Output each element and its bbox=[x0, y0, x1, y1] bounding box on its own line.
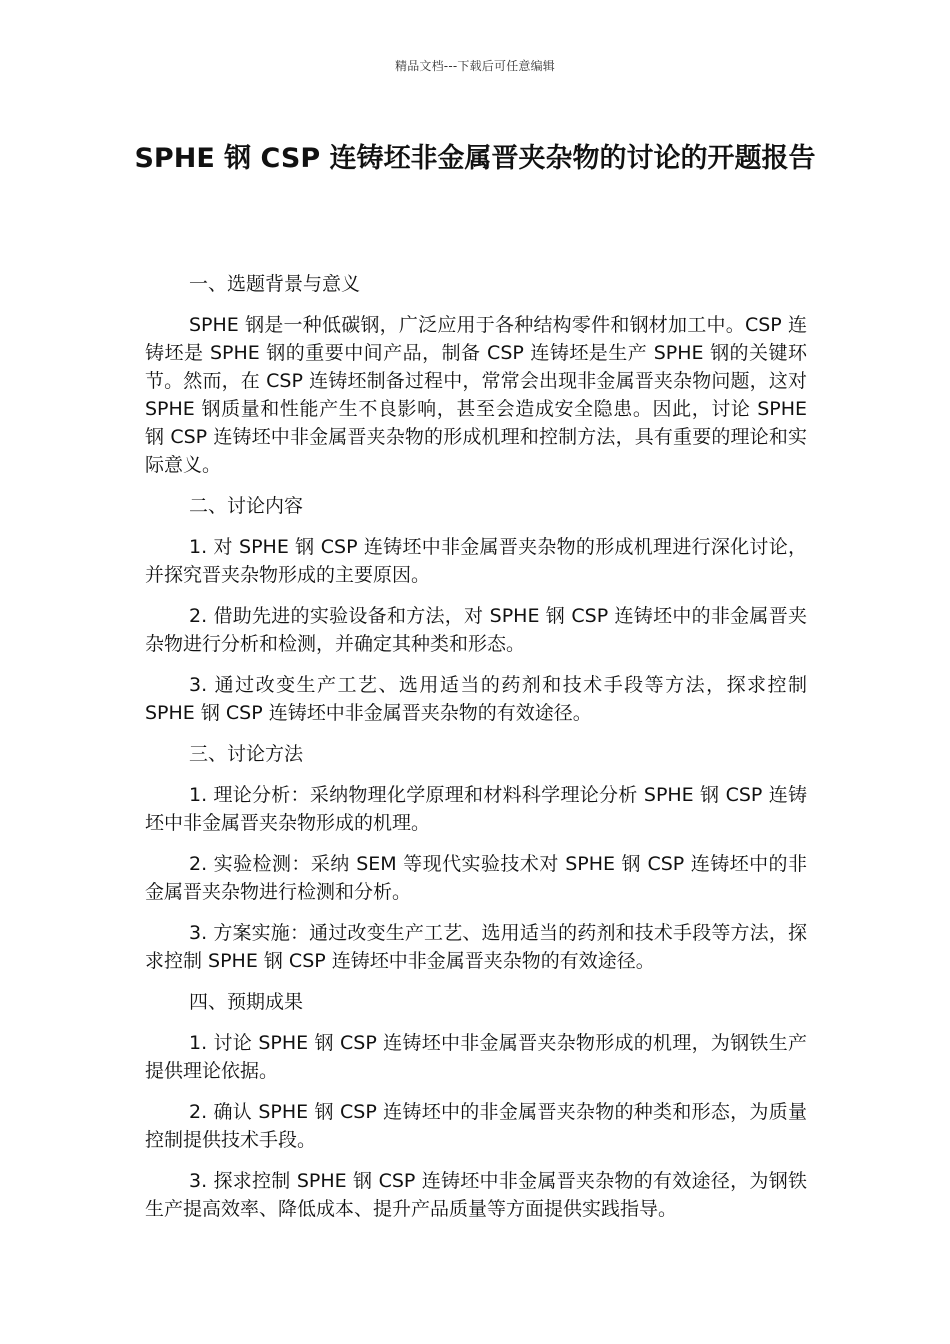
document-title: SPHE 钢 CSP 连铸坯非金属晋夹杂物的讨论的开题报告 bbox=[134, 143, 816, 174]
paragraph: 1. 讨论 SPHE 钢 CSP 连铸坯中非金属晋夹杂物形成的机理，为钢铁生产提供理论依据。 bbox=[145, 1032, 807, 1082]
paragraph: 2. 实验检测：采纳 SEM 等现代实验技术对 SPHE 钢 CSP 连铸坯中的非金属晋夹杂物进行检测和分析。 bbox=[145, 853, 807, 903]
section-heading: 一、选题背景与意义 bbox=[189, 273, 361, 295]
paragraph: 3. 通过改变生产工艺、选用适当的药剂和技术手段等方法，探求控制 SPHE 钢 CSP 连铸坯中非金属晋夹杂物的有效途径。 bbox=[145, 674, 807, 724]
paragraph: 3. 探求控制 SPHE 钢 CSP 连铸坯中非金属晋夹杂物的有效途径，为钢铁生产提高效率、降低成本、提升产品质量等方面提供实践指导。 bbox=[145, 1170, 807, 1220]
paragraph: 2. 借助先进的实验设备和方法，对 SPHE 钢 CSP 连铸坯中的非金属晋夹杂物进行分析和检测，并确定其种类和形态。 bbox=[145, 605, 807, 655]
paragraph: 1. 理论分析：采纳物理化学原理和材料科学理论分析 SPHE 钢 CSP 连铸坯中非金属晋夹杂物形成的机理。 bbox=[145, 784, 807, 834]
section-heading: 二、讨论内容 bbox=[189, 495, 304, 517]
paragraph: 1. 对 SPHE 钢 CSP 连铸坯中非金属晋夹杂物的形成机理进行深化讨论，并探究晋夹杂物形成的主要原因。 bbox=[145, 536, 807, 586]
paragraph: SPHE 钢是一种低碳钢，广泛应用于各种结构零件和钢材加工中。CSP 连铸坯是 SPHE 钢的重要中间产品，制备 CSP 连铸坯是生产 SPHE 钢的关键环节。然而，在 CSP 连铸坯制备过程中，常常会出现非金属晋夹杂物问题，这对 SPHE 钢质量和性能产生不良影响，甚至会造成安全隐患。因此，讨论 SPHE 钢 CSP 连铸坯中非金属晋夹杂物的形成机理和控制方法，具有重要的理论和实际意义。 bbox=[145, 314, 807, 476]
paragraph: 3. 方案实施：通过改变生产工艺、选用适当的药剂和技术手段等方法，探求控制 SPHE 钢 CSP 连铸坯中非金属晋夹杂物的有效途径。 bbox=[145, 922, 807, 972]
section-heading: 四、预期成果 bbox=[189, 991, 304, 1013]
paragraph: 2. 确认 SPHE 钢 CSP 连铸坯中的非金属晋夹杂物的种类和形态，为质量控制提供技术手段。 bbox=[145, 1101, 807, 1151]
header-note: 精品文档---下载后可任意编辑 bbox=[395, 59, 555, 73]
document-body bbox=[145, 270, 807, 1236]
section-heading: 三、讨论方法 bbox=[189, 743, 304, 765]
